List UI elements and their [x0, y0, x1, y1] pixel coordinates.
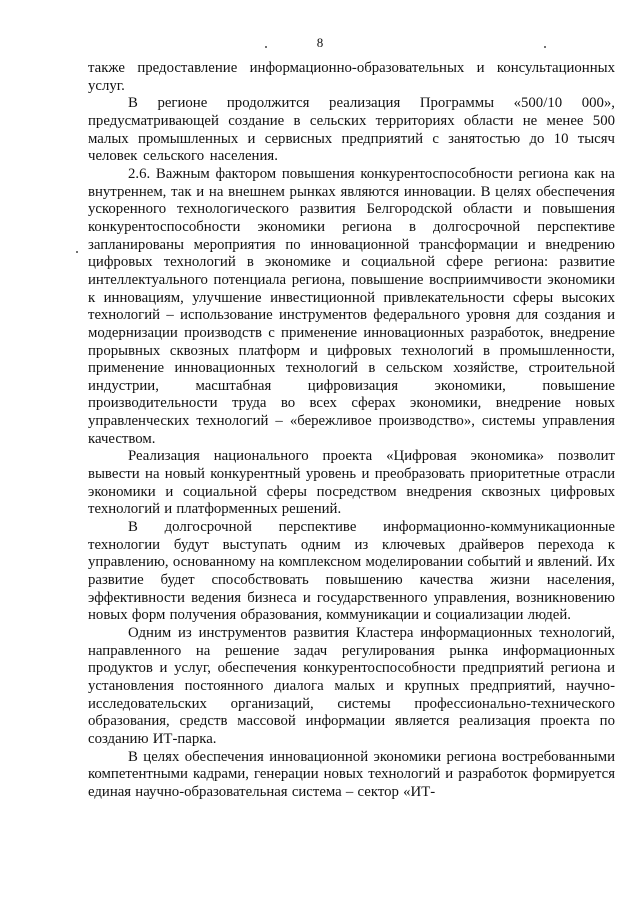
paragraph: В регионе продолжится реализация Программы «500/10 000», предусматривающей создание в сельских территориях области не менее 500 малых промышленных и сервисных предприятий с занятостью до 10 тысяч человек сельского населения. [88, 95, 615, 165]
paragraph: Реализация национального проекта «Цифровая экономика» позволит вывести на новый конкурентный уровень и преобразовать приоритетные отрасли экономики и социальной сферы посредством внедрения сквозных цифровых технологий и платформенных решений. [88, 448, 615, 518]
scan-speck [76, 251, 78, 253]
paragraph: 2.6. Важным фактором повышения конкурентоспособности региона как на внутреннем, так и на внешнем рынках являются инновации. В целях обеспечения ускоренного технологического развития Белгородской области и повышения конкурентоспособности экономики региона в долгосрочной перспективе запланированы мероприятия по инновационной трансформации и внедрению цифровых технологий в экономике и социальной сфере региона: развитие интеллектуального потенциала региона, повышение восприимчивости экономики к инновациям, улучшение инвестиционной привлекательности сферы высоких технологий – использование инструментов федерального уровня для создания и модернизации производств с применение инновационных разработок, внедрение прорывных сквозных платформ и цифровых технологий в промышленности, применение инновационных технологий в сельском хозяйстве, строительной индустрии, масштабная цифровизация экономики, повышение производительности труда во всех сферах экономики, внедрение новых управленческих технологий – «бережливое производство», системы управления качеством. [88, 165, 615, 447]
paragraph: В целях обеспечения инновационной экономики региона востребованными компетентными кадрами, генерации новых технологий и разработок формируется единая научно-образовательная система – сектор «ИТ- [88, 748, 615, 800]
page-number: 8 [316, 35, 324, 50]
paragraph: также предоставление информационно-образовательных и консультационных услуг. [88, 60, 615, 94]
scan-speck [544, 46, 546, 48]
paragraph: В долгосрочной перспективе информационно-коммуникационные технологии будут выступать одним из ключевых драйверов перехода к управлению, основанному на комплексном моделировании событий и явлений. Их развитие будет способствовать повышению качества жизни населения, эффективности ведения бизнеса и государственного управления, возникновению новых форм получения образования, коммуникации и социализации людей. [88, 519, 615, 624]
paragraph: Одним из инструментов развития Кластера информационных технологий, направленного на решение задач регулирования рынка информационных продуктов и услуг, обеспечения конкурентоспособности предприятий региона и установления постоянного диалога малых и крупных предприятий, научно-исследовательских организаций, системы профессионально-технического образования, средств массовой информации является реализация проекта по созданию ИТ-парка. [88, 625, 615, 747]
scan-speck [265, 46, 267, 48]
body-text [88, 60, 615, 802]
